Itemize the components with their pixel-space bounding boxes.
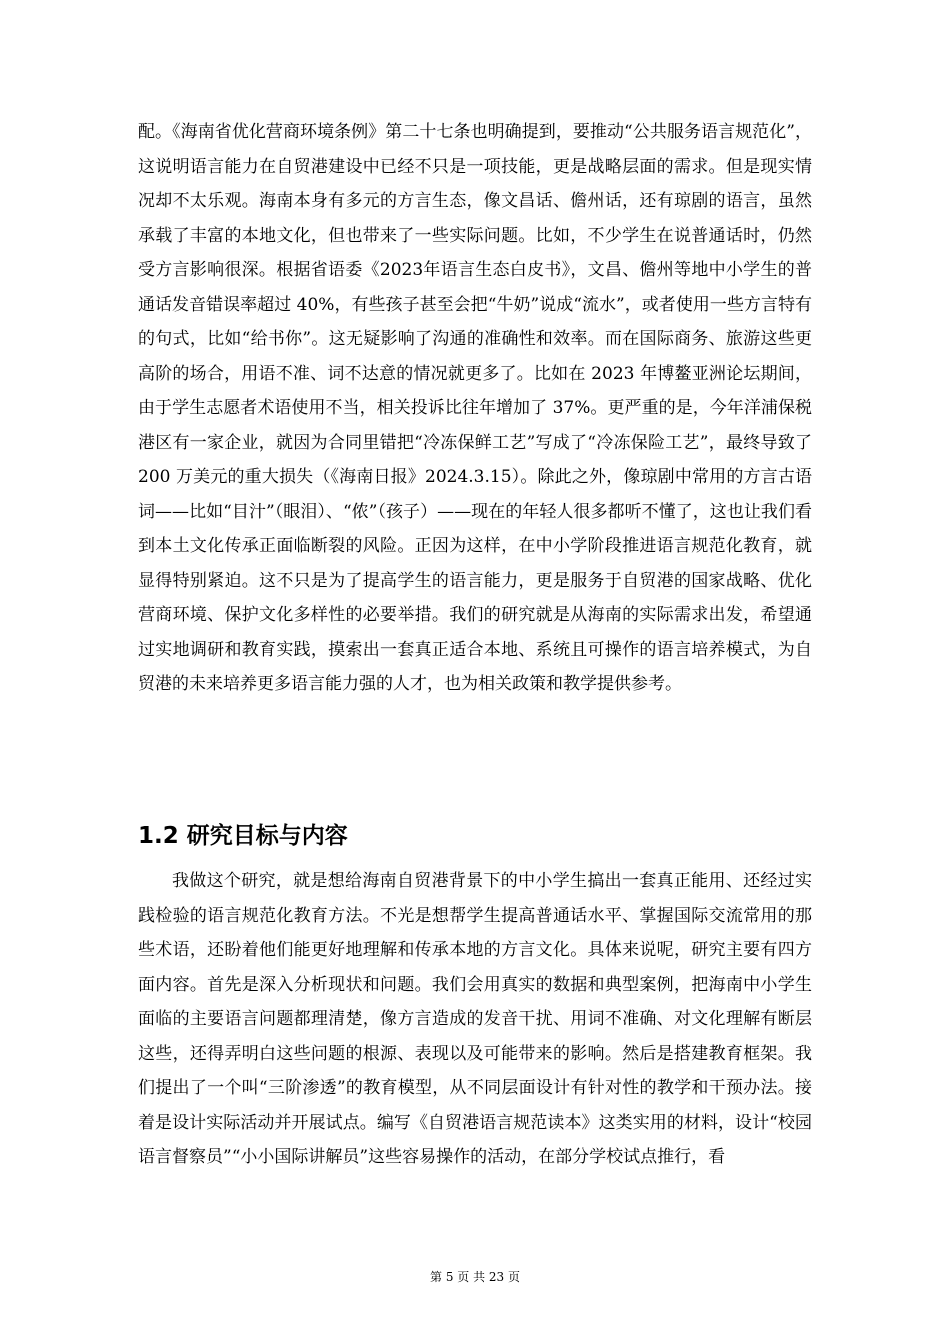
section-heading: 1.2 研究目标与内容 [138, 823, 348, 849]
body-paragraph: 我做这个研究，就是想给海南自贸港背景下的中小学生搞出一套真正能用、还经过实践检验的语言规范化教育方法。不光是想帮学生提高普通话水平、掌握国际交流常用的那些术语，还盼着他们能更好地理解和传承本地的方言文化。具体来说呢，研究主要有四方面内容。首先是深入分析现状和问题。我们会用真实的数据和典型案例，把海南中小学生面临的主要语言问题都理清楚，像方言造成的发音干扰、用词不准确、对文化理解有断层这些，还得弄明白这些问题的根源、表现以及可能带来的影响。然后是搭建教育框架。我们提出了一个叫“三阶渗透”的教育模型，从不同层面设计有针对性的教学和干预办法。接着是设计实际活动并开展试点。编写《自贸港语言规范读本》这类实用的材料，设计“校园语言督察员”“小小国际讲解员”这些容易操作的活动，在部分学校试点推行，看 [138, 871, 812, 1167]
body-paragraph: 配。《海南省优化营商环境条例》第二十七条也明确提到，要推动“公共服务语言规范化”，这说明语言能力在自贸港建设中已经不只是一项技能，更是战略层面的需求。但是现实情况却不太乐观。海南本身有多元的方言生态，像文昌话、儋州话，还有琼剧的语言，虽然承载了丰富的本地文化，但也带来了一些实际问题。比如，不少学生在说普通话时，仍然受方言影响很深。根据省语委《2023年语言生态白皮书》，文昌、儋州等地中小学生的普通话发音错误率超过 40%，有些孩子甚至会把“牛奶”说成“流水”，或者使用一些方言特有的句式，比如“给书你”。这无疑影响了沟通的准确性和效率。而在国际商务、旅游这些更高阶的场合，用语不准、词不达意的情况就更多了。比如在 2023 年博鳌亚洲论坛期间，由于学生志愿者术语使用不当，相关投诉比往年增加了 37%。更严重的是，今年洋浦保税港区有一家企业，就因为合同里错把“冷冻保鲜工艺”写成了“冷冻保险工艺”，最终导致了 200 万美元的重大损失（《海南日报》2024.3.15）。除此之外，像琼剧中常用的方言古语词——比如“目汁”（眼泪）、“侬”（孩子）——现在的年轻人很多都听不懂了，这也让我们看到本土文化传承正面临断裂的风险。正因为这样，在中小学阶段推进语言规范化教育，就显得特别紧迫。这不只是为了提高学生的语言能力，更是服务于自贸港的国家战略、优化营商环境、保护文化多样性的必要举措。我们的研究就是从海南的实际需求出发，希望通过实地调研和教育实践，摸索出一套真正适合本地、系统且可操作的语言培养模式，为自贸港的未来培养更多语言能力强的人才，也为相关政策和教学提供参考。 [138, 122, 812, 694]
page-footer: 第 5 页 共 23 页 [430, 1270, 520, 1284]
